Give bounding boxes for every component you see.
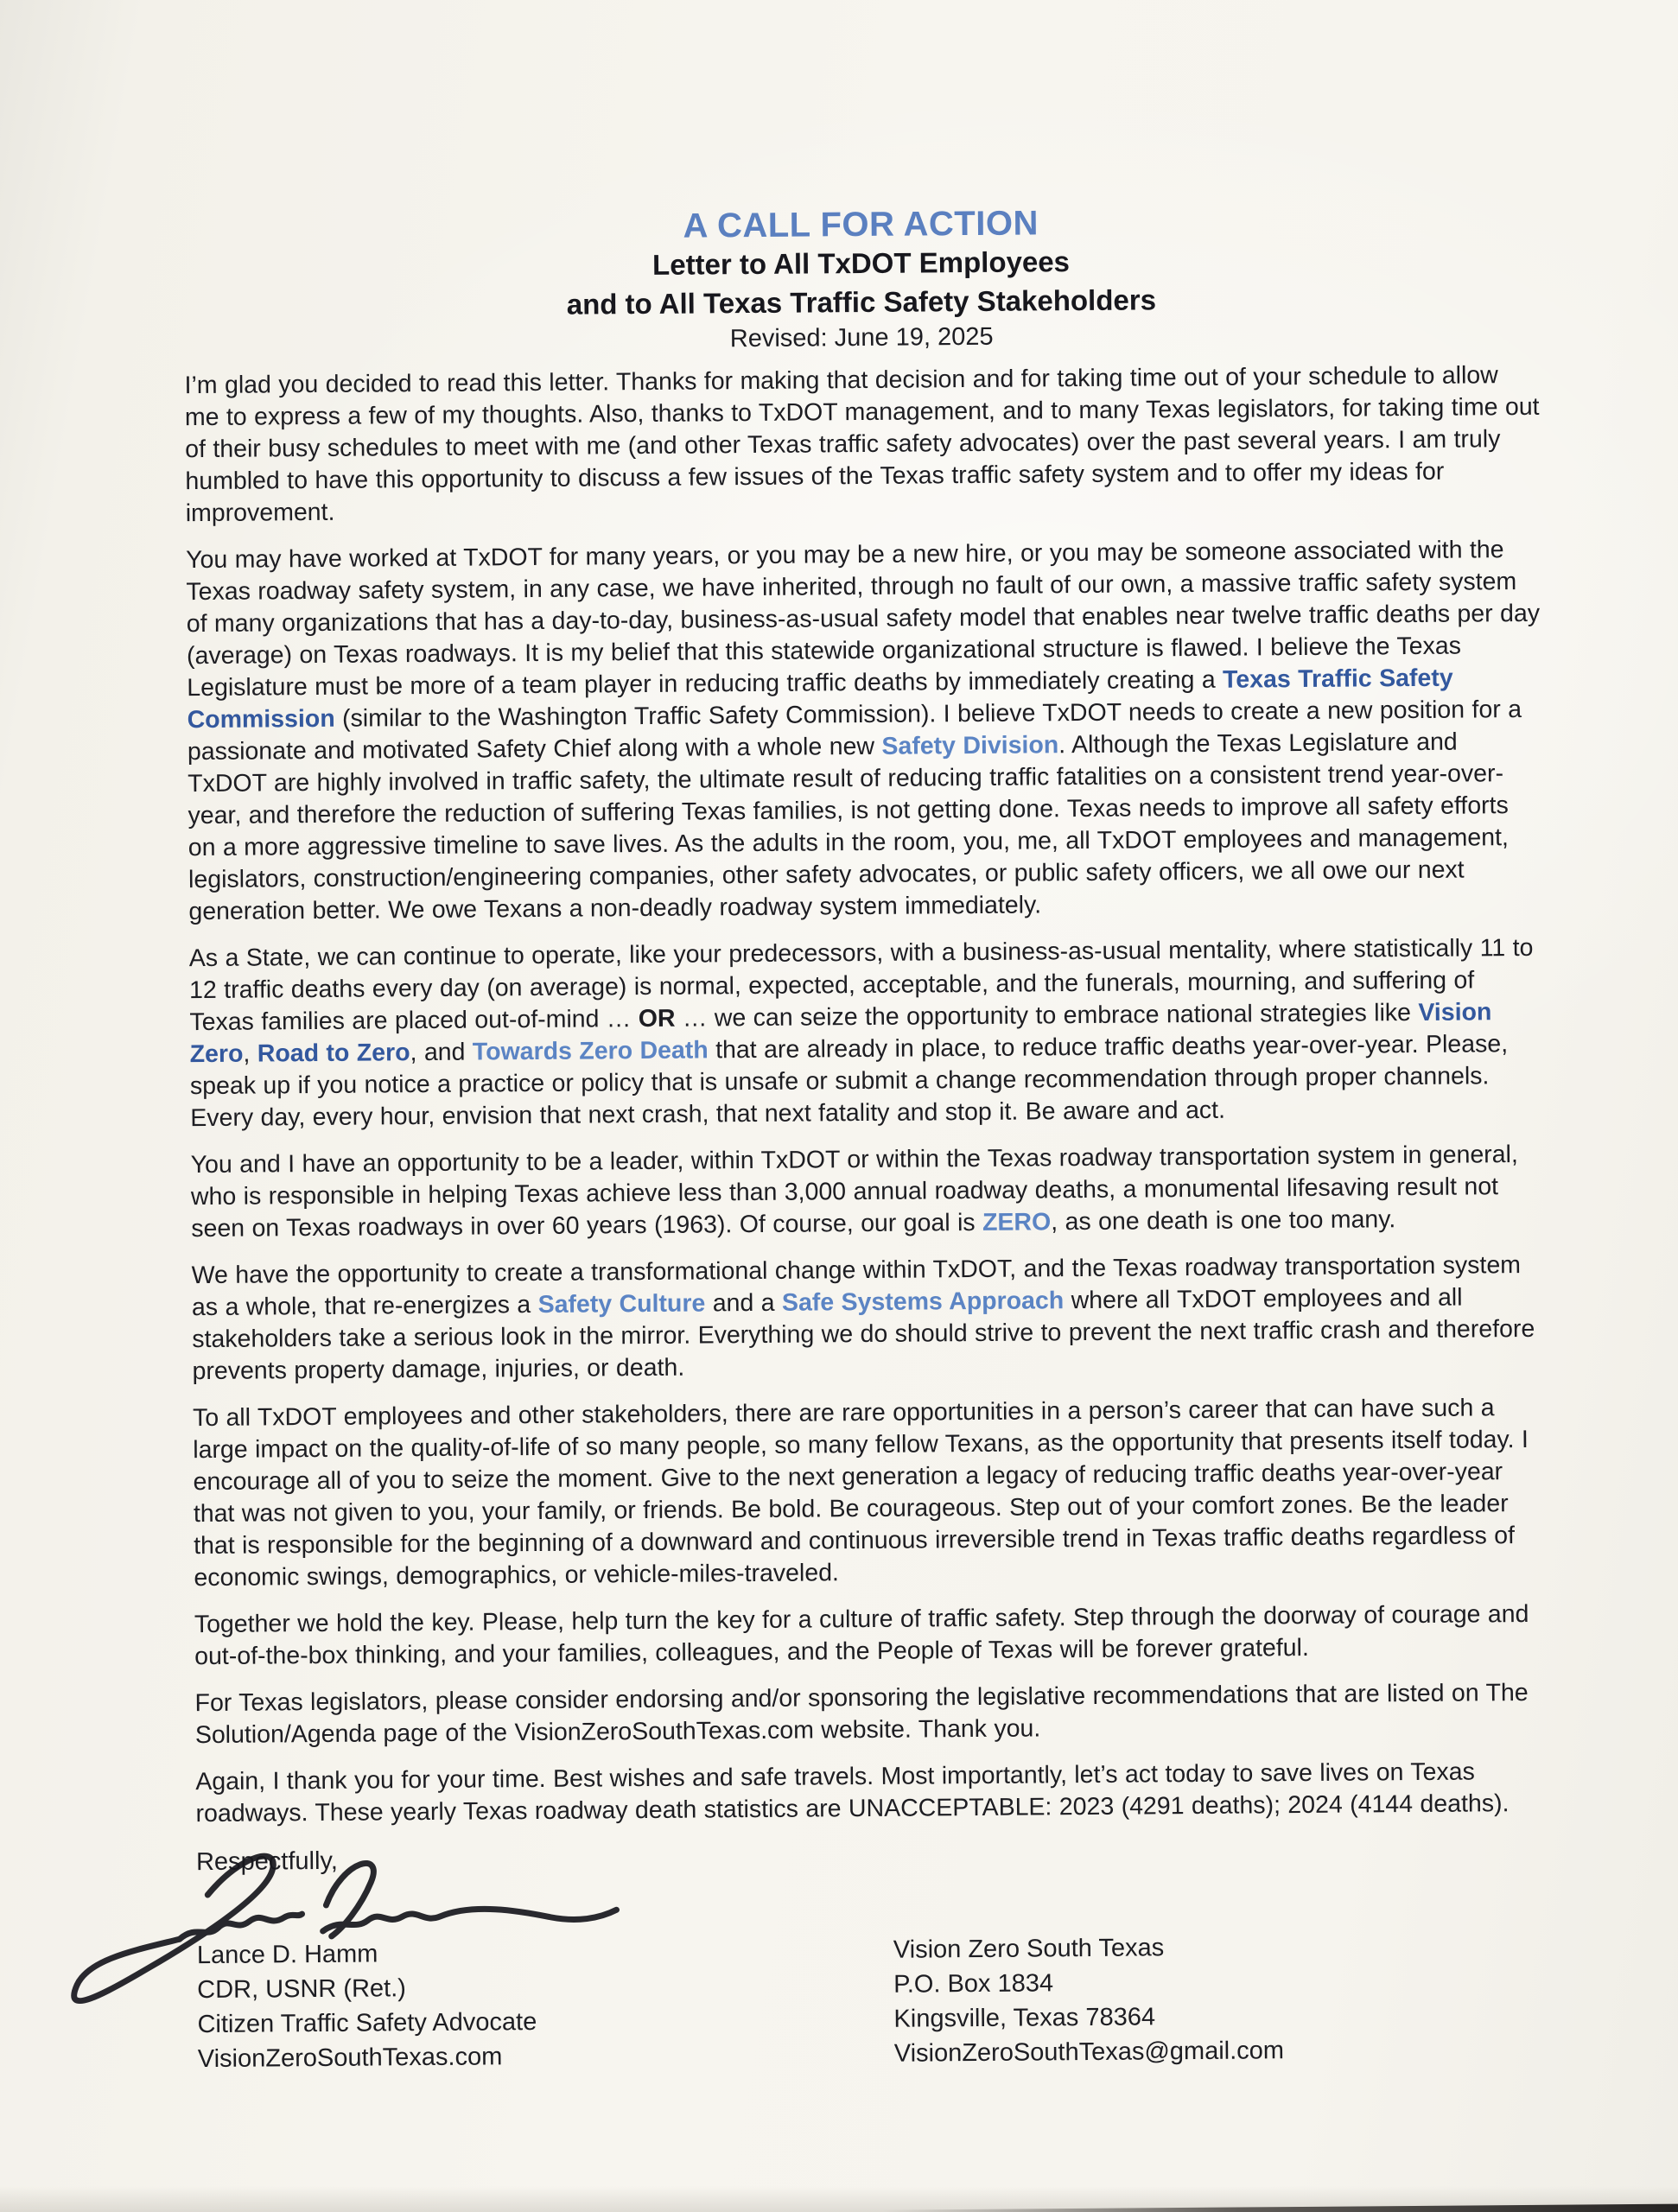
paragraph-8: For Texas legislators, please consider endorsing and/or sponsoring the legislative recommendations that are listed on The Solution/Agenda page of the VisionZeroSouthTexas.com website. Thank you. — [194, 1678, 1529, 1750]
signature-columns — [196, 1871, 1553, 2076]
org-po-box: P.O. Box 1834 — [893, 1969, 1054, 1999]
subtitle-line-1: Letter to All TxDOT Employees — [651, 245, 1071, 281]
signer-rank: CDR, USNR (Ret.) — [197, 1974, 406, 2005]
salutation: Respectfully, — [195, 1847, 339, 1877]
page-title: A CALL FOR ACTION — [683, 204, 1039, 245]
paragraph-3: As a State, we can continue to operate, like your predecessors, with a business-as-usual mentality, where statistically 11 to 12 traffic deaths every day (on average) is normal, expected, acceptable, and the funerals, mourning, and suffering of Texas families are placed out-of-mind … OR … we can seize the opportunity to embrace national strategies like Vision Zero, Road to Zero, and Towards Zero Death that are already in place, to reduce traffic deaths year-over-year. Please, speak up if you notice a practice or policy that is unsafe or submit a change recommendation through proper channels. Every day, every hour, envision that next crash, that next fatality and stop it. Be aware and act. — [188, 933, 1534, 1133]
paragraph-4: You and I have an opportunity to be a leader, within TxDOT or within the Texas roadway transportation system in general, who is responsible in helping Texas achieve less than 3,000 annual roadway deaths, a monumental lifesaving result not seen on Texas roadways in over 60 years (1963). Of course, our goal is ZERO, as one death is one too many. — [190, 1141, 1518, 1243]
paragraph-1: I’m glad you decided to read this letter. Thanks for making that decision and for taking time out of your schedule to allow me to express a few of my thoughts. Also, thanks to TxDOT management, and to many Texas legislators, for taking time out of their busy schedules to meet with me (and other Texas traffic safety advocates) over the past several years. I am truly humbled to have this opportunity to discuss a few issues of the Texas traffic safety system and to offer my ideas for improvement. — [184, 361, 1540, 528]
paragraph-2: You may have worked at TxDOT for many years, or you may be a new hire, or you may be someone associated with the Texas roadway safety system, in any case, we have inherited, through no fault of our own, a massive traffic safety system of many organizations that has a day-to-day, business-as-usual safety model that enables near twelve traffic deaths per day (average) on Texas roadways. It is my belief that this statewide organizational structure is flawed. I believe the Texas Legislature must be more of a team player in reducing traffic deaths by immediately creating a Texas Traffic Safety Commission (similar to the Washington Traffic Safety Commission). I believe TxDOT needs to create a new position for a passionate and motivated Safety Chief along with a whole new Safety Division. Although the Texas Legislature and TxDOT are highly involved in traffic safety, the ultimate result of reducing traffic fatalities on a consistent trend year-over-year, and therefore the reduction of suffering Texas families, is not getting done. Texas needs to improve all safety efforts on a more aggressive timeline to save lives. As the adults in the room, you, me, all TxDOT employees and management, legislators, construction/engineering companies, other safety advocates, or public safety officers, we all owe our next generation better. We owe Texans a non-deadly roadway system immediately. — [186, 536, 1541, 926]
org-city-state-zip: Kingsville, Texas 78364 — [893, 2003, 1156, 2033]
closing-block — [196, 1834, 1553, 2076]
org-name: Vision Zero South Texas — [893, 1934, 1165, 1964]
subtitle-line-2: and to All Texas Traffic Safety Stakeholders — [566, 283, 1157, 321]
signer-role: Citizen Traffic Safety Advocate — [197, 2008, 537, 2039]
signer-info — [197, 1928, 1553, 2076]
paragraph-9: Again, I thank you for your time. Best wishes and safe travels. Most importantly, let’s act today to save lives on Texas roadways. These yearly Texas roadway death statistics are UNACCEPTABLE: 2023 (4291 deaths); 2024 (4144 deaths). — [195, 1758, 1510, 1828]
paragraph-5: We have the opportunity to create a transformational change within TxDOT, and the Texas roadway transportation system as a whole, that re-energizes a Safety Culture and a Safe Systems Approach where all TxDOT employees and all stakeholders take a serious look in the mirror. Everything we do should strive to prevent the next traffic crash and therefore prevents property damage, injuries, or death. — [191, 1251, 1535, 1386]
letter-body — [184, 359, 1550, 1830]
org-email: VisionZeroSouthTexas@gmail.com — [893, 2037, 1285, 2068]
signature-area — [196, 1871, 1553, 2076]
paragraph-7: Together we hold the key. Please, help turn the key for a culture of traffic safety. Step through the doorway of courage and out-of-the-box thinking, and your families, colleagues, and the People of Texas will be forever grateful. — [194, 1599, 1529, 1671]
signer-website: VisionZeroSouthTexas.com — [197, 2043, 503, 2074]
organization-info — [893, 1929, 1284, 2071]
signer-name: Lance D. Hamm — [196, 1940, 378, 1970]
paragraph-6: To all TxDOT employees and other stakeholders, there are rare opportunities in a person’s career that can have such a large impact on the quality-of-life of so many people, so many fellow Texans, as the opportunity that presents itself today. I encourage all of you to seize the moment. Give to the next generation a legacy of reducing traffic deaths year-over-year that was not given to you, your family, or friends. Be bold. Be courageous. Step out of your comfort zones. Be the leader that is responsible for the beginning of a downward and continuous irreversible trend in Texas traffic deaths regardless of economic swings, demographics, or vehicle-miles-traveled. — [192, 1394, 1529, 1592]
letter-content — [183, 200, 1553, 2076]
revision-date: Revised: June 19, 2025 — [729, 322, 994, 353]
letter-header — [183, 200, 1539, 359]
